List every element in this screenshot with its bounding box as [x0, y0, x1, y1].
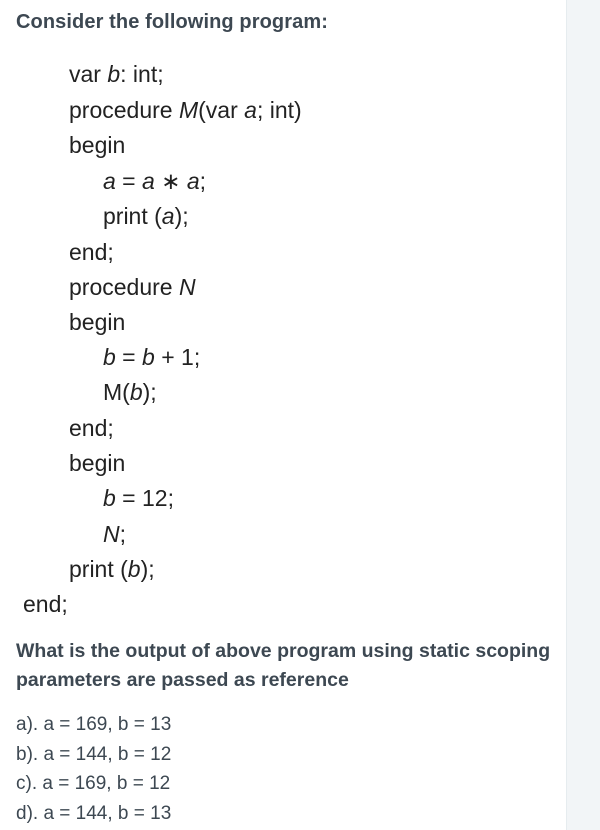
answer-options	[16, 710, 171, 828]
code-line-var: var b: int;	[69, 61, 164, 87]
code-line-procedure-m: procedure M(var a; int)	[69, 97, 302, 123]
question-title: Consider the following program:	[16, 11, 328, 33]
code-line-call-m: M(b);	[103, 379, 157, 405]
option-c[interactable]: c). a = 169, b = 12	[16, 773, 171, 794]
code-line-begin-m: begin	[69, 132, 126, 158]
code-line-end-m: end;	[69, 239, 114, 265]
code-line-print-b: print (b);	[69, 556, 155, 582]
code-line-call-n: N;	[103, 521, 127, 547]
code-line-begin-n: begin	[69, 309, 126, 335]
code-line-end-n: end;	[69, 415, 114, 441]
option-a[interactable]: a). a = 169, b = 13	[16, 714, 172, 735]
option-d[interactable]: d). a = 144, b = 13	[16, 802, 172, 824]
code-line-increment-b: b = b + 1;	[103, 344, 201, 370]
code-line-assign-a: a = a ∗ a;	[103, 168, 207, 194]
question-prompt: What is the output of above program using static scoping parameters are passed as reference	[16, 640, 551, 691]
code-line-procedure-n: procedure N	[69, 274, 196, 300]
program-code-image	[0, 58, 356, 620]
code-line-begin-main: begin	[69, 450, 126, 476]
option-b[interactable]: b). a = 144, b = 12	[16, 743, 172, 765]
code-line-print-a: print (a);	[103, 203, 189, 229]
code-line-assign-b: b = 12;	[103, 485, 174, 511]
code-line-end-main: end;	[23, 591, 68, 617]
